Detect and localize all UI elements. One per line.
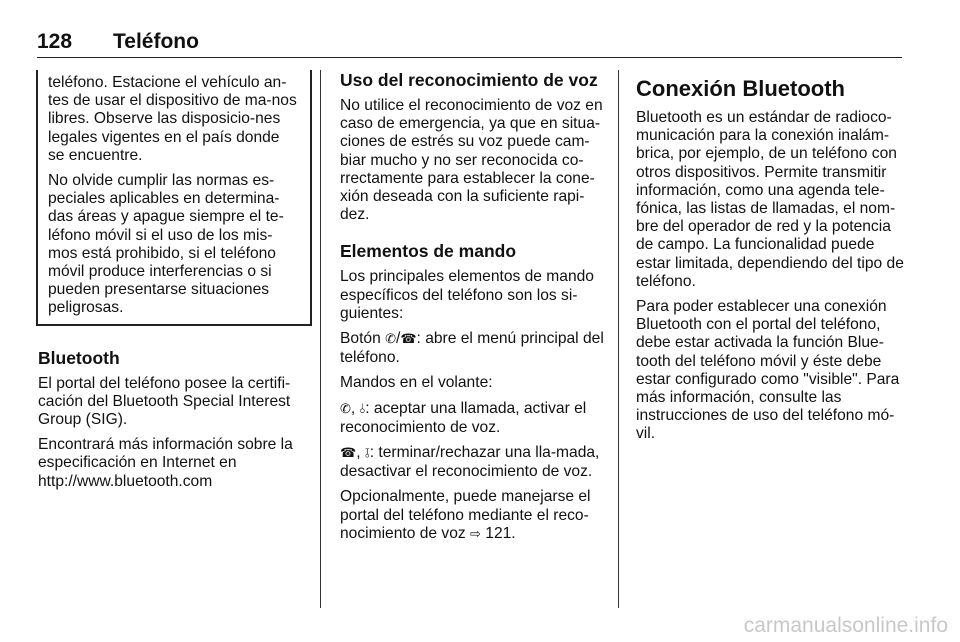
- section-heading-voice: Uso del reconocimiento de voz: [340, 70, 598, 90]
- page-header: [37, 14, 199, 54]
- warning-paragraph: teléfono. Estacione el vehículo an-tes de usar el dispositivo de ma-nos libres. Observe las disposicio-nes legales vigentes en el país donde se encuentre.: [48, 74, 297, 164]
- paragraph-phone-button: Botón ✆/☎: abre el menú principal del teléfono.: [340, 330, 604, 367]
- page-title: Teléfono: [113, 30, 199, 53]
- call-end-icon: ☎: [340, 446, 357, 462]
- voice-recognition-icon: ⫰: [359, 401, 366, 417]
- watermark: carmanualsonline.info: [743, 614, 948, 637]
- section-heading-bluetooth: Bluetooth: [38, 347, 120, 368]
- paragraph: Mandos en el volante:: [340, 374, 493, 392]
- phone-end-icon: ☎: [400, 332, 417, 348]
- paragraph-end: ☎, ⫱: terminar/rechazar una lla-mada, desactivar el reconocimiento de voz.: [340, 444, 600, 481]
- paragraph: Bluetooth es un estándar de radioco-municación para la conexión inalám-brica, por ejemplo, de un teléfono con otros dispositivos. Permite transmitir información, como una agenda tele-fónica, las listas de llamadas, el nom-bre del operador de red y la potencia de campo. La funcionalidad puede estar limitada, dependiendo del tipo de teléfono.: [636, 109, 904, 290]
- section-heading-controls: Elementos de mando: [340, 241, 517, 262]
- warning-box: [36, 70, 312, 326]
- phone-icon: ✆: [385, 332, 396, 348]
- voice-off-icon: ⫱: [364, 446, 370, 462]
- paragraph: Para poder establecer una conexión Bluetooth con el portal del teléfono, debe estar activada la función Blue-tooth del teléfono móvil y éste debe estar configurado como "visible". Para más información, consulte las instrucciones de uso del teléfono mó-vil.: [636, 298, 900, 443]
- section-heading-connection: Conexión Bluetooth: [636, 76, 845, 101]
- page-reference-icon: ⇨: [470, 526, 481, 542]
- page-number: 128: [37, 30, 73, 53]
- warning-paragraph: No olvide cumplir las normas es-peciales aplicables en determina-das áreas y apague siempre el te-léfono móvil si el uso de los mis-mos está prohibido, si el teléfono móvil produce interferencias o si pueden presentarse situaciones peligrosas.: [48, 172, 284, 317]
- header-rule: [37, 57, 902, 58]
- paragraph-accept: ✆, ⫰: aceptar una llamada, activar el reconocimiento de voz.: [340, 399, 587, 436]
- paragraph: El portal del teléfono posee la certifi-cación del Bluetooth Special Interest Group (SIG).: [38, 374, 291, 429]
- column-divider: [320, 70, 321, 608]
- column-3: [636, 70, 908, 451]
- column-1: [38, 70, 310, 498]
- paragraph: No utilice el reconocimiento de voz en caso de emergencia, ya que en situa-ciones de estrés su voz puede cam-biar mucho y no ser reconocida co-rrectamente para establecer la cone-xión deseada con la suficiente rapi-dez.: [340, 97, 603, 224]
- paragraph: Encontrará más información sobre la especificación en Internet en http://www.bluetooth.com: [38, 436, 293, 490]
- column-divider: [618, 70, 619, 608]
- paragraph-optional: Opcionalmente, puede manejarse el portal del teléfono mediante el reco-nocimiento de voz ⇨ 121.: [340, 488, 591, 542]
- call-accept-icon: ✆: [340, 401, 351, 417]
- column-2: [340, 70, 604, 551]
- paragraph: Los principales elementos de mando específicos del teléfono son los si-guientes:: [340, 268, 594, 322]
